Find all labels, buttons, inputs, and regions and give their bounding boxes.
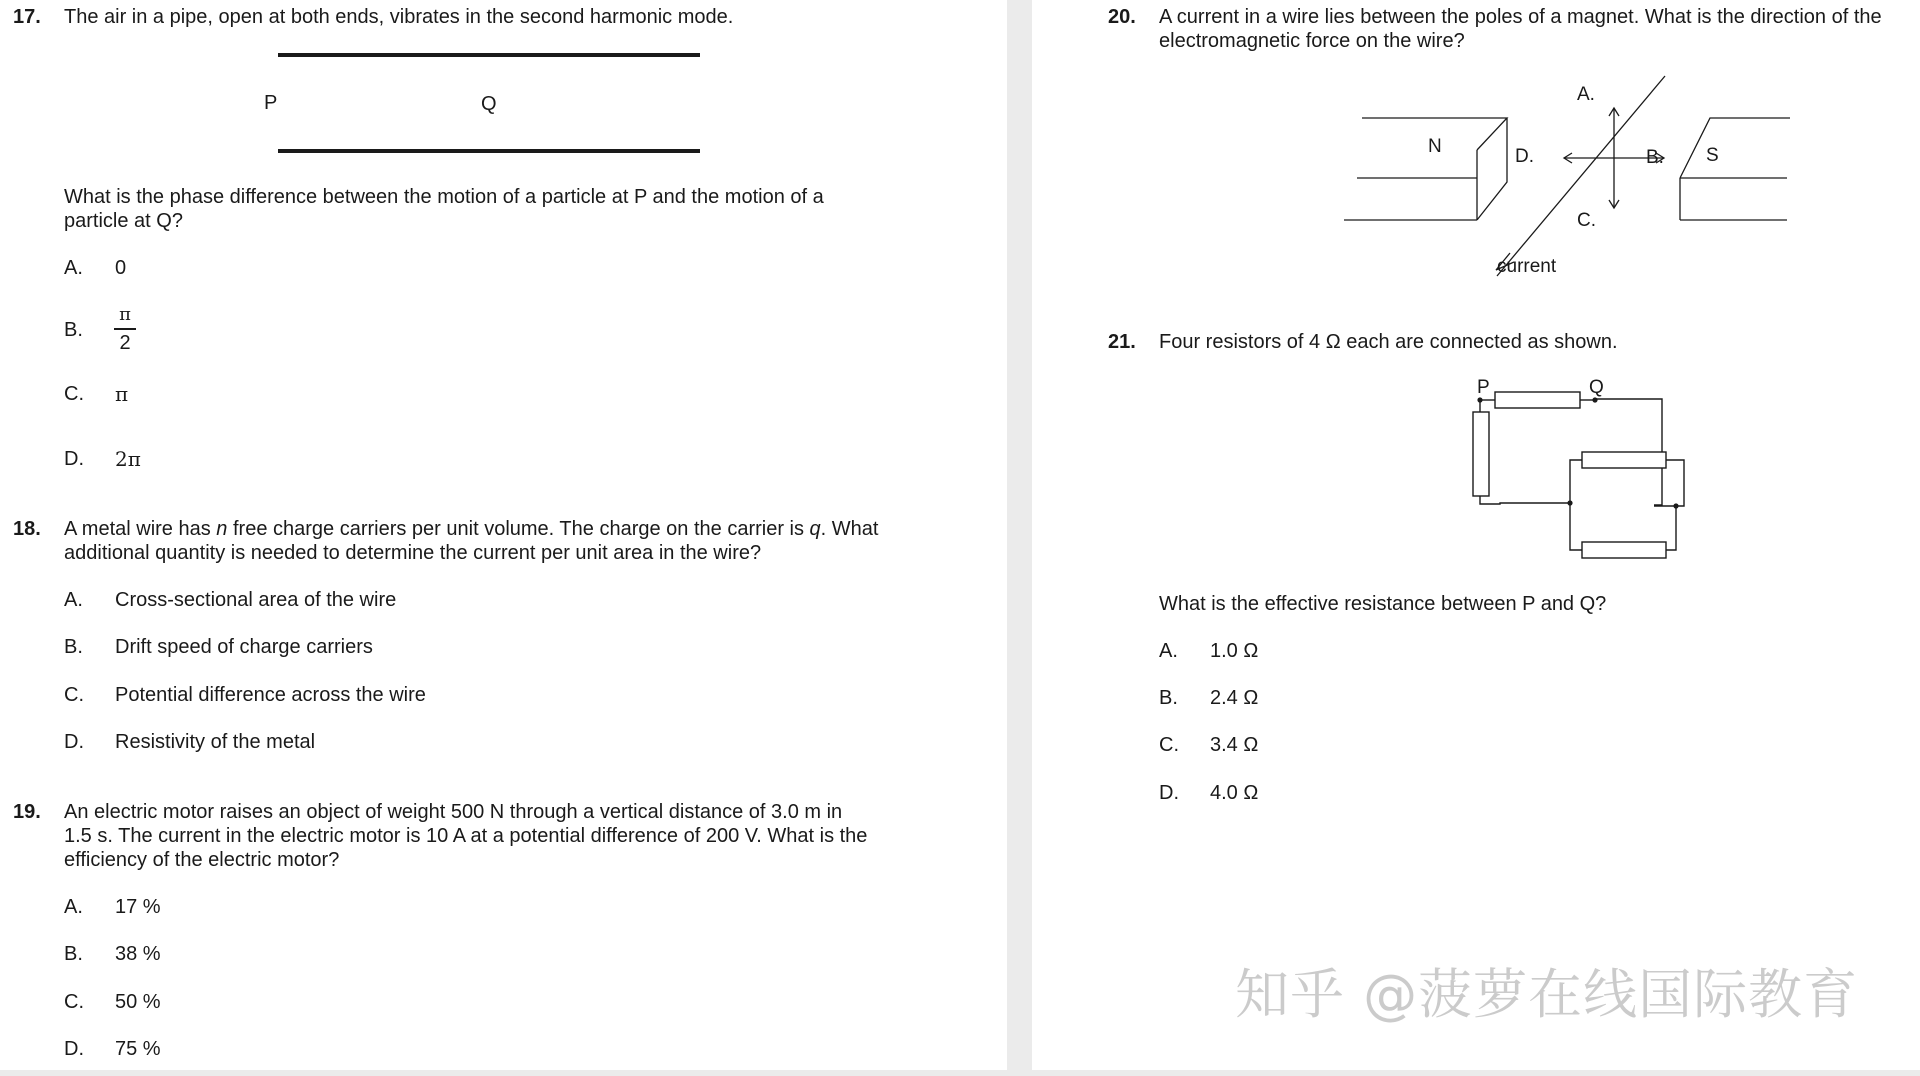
question-stem: Four resistors of 4 Ω each are connected as shown. [1159,331,1618,353]
watermark: 知乎 @菠萝在线国际教育 [1235,963,1859,1026]
current-label: current [1497,256,1557,277]
option-letter: B. [1159,687,1178,709]
arrow-d-label: D. [1515,146,1534,167]
node-q-label: Q [1589,377,1604,398]
arrow-c-label: C. [1577,210,1596,231]
option-letter: B. [64,319,83,341]
arrow-b-label: B. [1646,147,1664,168]
option-letter: A. [1159,640,1178,662]
option-text: Potential difference across the wire [115,684,426,706]
question-stem-line3: efficiency of the electric motor? [64,849,340,871]
junction-right [1673,503,1678,508]
s-pole-top-edge [1680,118,1790,178]
question-stem-line1: An electric motor raises an object of weight 500 N through a vertical distance of 3.0 m in [64,801,843,823]
option-text: Drift speed of charge carriers [115,636,373,658]
option-letter: A. [64,896,83,918]
question-stem-line2: electromagnetic force on the wire? [1159,30,1465,52]
question-number: 20. [1108,6,1136,28]
option-text: 2.4 Ω [1210,687,1259,709]
fraction-denominator: 2 [119,331,131,354]
fraction-numerator: π [119,304,131,325]
north-pole-label: N [1428,136,1442,157]
option-text: 1.0 Ω [1210,640,1259,662]
question-text-line1: What is the phase difference between the motion of a particle at P and the motion of a [64,186,824,208]
option-letter: C. [1159,734,1179,756]
resistor-circuit-diagram [1462,370,1702,570]
option-text: π [115,382,129,406]
option-letter: D. [64,1038,84,1060]
option-text: 75 % [115,1038,161,1060]
south-pole-label: S [1706,145,1719,166]
resistor-bottom [1582,542,1666,558]
option-text: Resistivity of the metal [115,731,316,753]
point-p-label: P [264,92,278,114]
option-text: 4.0 Ω [1210,782,1259,804]
question-number: 19. [13,801,41,823]
option-letter: B. [64,636,83,658]
question-stem-line2: 1.5 s. The current in the electric motor is 10 A at a potential difference of 200 V. What is the [64,825,868,847]
arrow-a-label: A. [1577,84,1595,105]
right-page [1032,0,1920,1070]
option-letter: D. [64,731,84,753]
option-text: Cross-sectional area of the wire [115,589,397,611]
question-number: 18. [13,518,41,540]
resistor-middle [1582,452,1666,468]
question-stem-line1: A current in a wire lies between the poles of a magnet. What is the direction of the [1159,6,1882,28]
question-number: 21. [1108,331,1136,353]
fraction-bar [114,328,136,330]
question-stem: The air in a pipe, open at both ends, vibrates in the second harmonic mode. [64,6,734,28]
option-letter: C. [64,991,84,1013]
question-number: 17. [13,6,41,28]
option-text: 50 % [115,991,161,1013]
fraction-pi-over-2 [114,304,136,354]
resistor-left [1473,412,1489,496]
node-p-label: P [1477,377,1490,398]
option-letter: D. [64,448,84,470]
question-stem-line2: additional quantity is needed to determine the current per unit area in the wire? [64,542,762,564]
resistor-top [1495,392,1580,408]
point-q-label: Q [481,93,497,115]
option-letter: D. [1159,782,1179,804]
junction-left [1567,500,1572,505]
option-letter: C. [64,684,84,706]
option-text: 17 % [115,896,161,918]
option-letter: A. [64,257,83,279]
option-letter: B. [64,943,83,965]
option-text: 0 [115,257,127,279]
question-stem-line1: A metal wire has n free charge carriers per unit volume. The charge on the carrier is q. What [64,518,879,540]
option-text: 2π [115,447,141,471]
option-text: 38 % [115,943,161,965]
option-letter: C. [64,383,84,405]
question-text-line2: particle at Q? [64,210,183,232]
option-text: 3.4 Ω [1210,734,1259,756]
option-letter: A. [64,589,83,611]
question-text: What is the effective resistance between P and Q? [1159,593,1607,615]
